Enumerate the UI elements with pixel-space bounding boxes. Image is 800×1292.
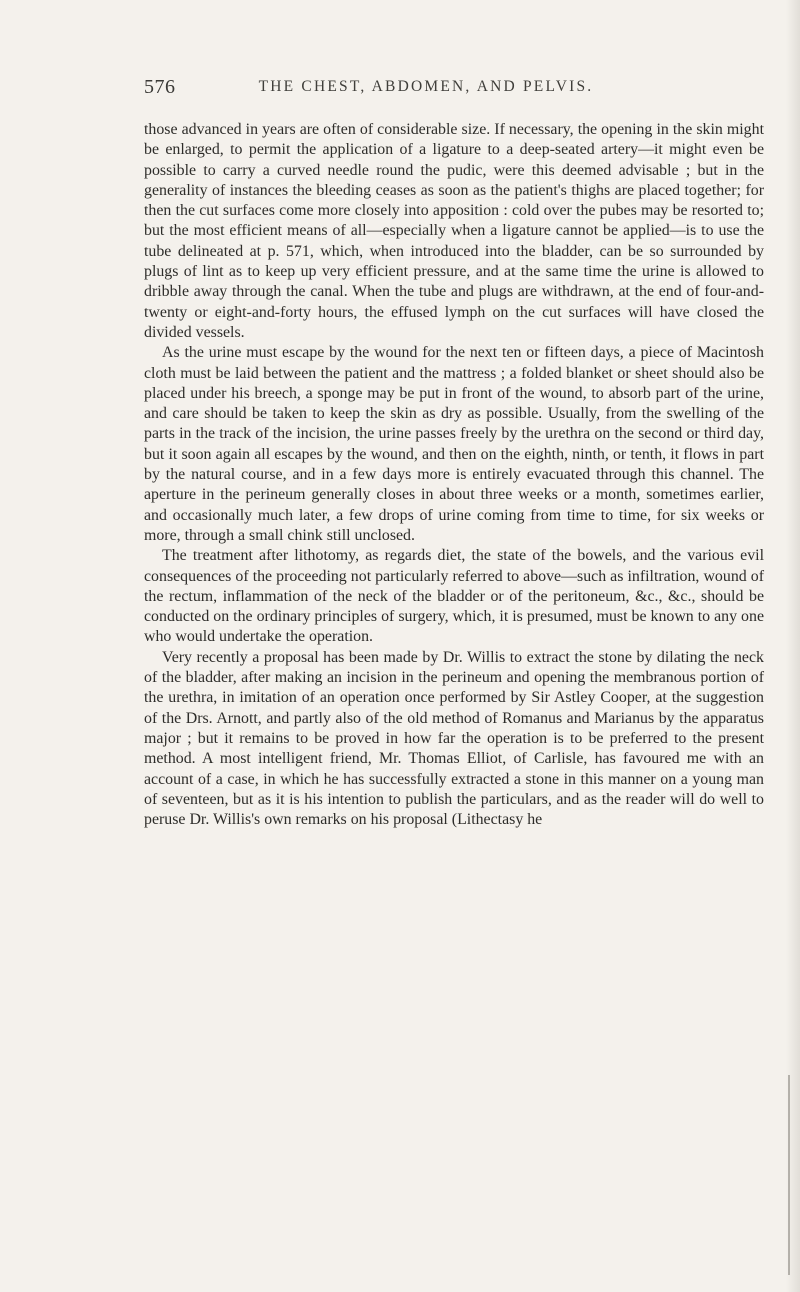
page-edge-line [788,1075,790,1275]
running-head: THE CHEST, ABDOMEN, AND PELVIS. [258,78,594,95]
paragraph-continuation: those advanced in years are often of considerable size. If necessary, the opening in the skin might be enlarged, to permit the application of a ligature to a deep-seated artery—it might even be possible to carry a curved needle round the pudic, were this deemed advisable ; but in the generality of instances the bleeding ceases as soon as the patient's thighs are placed together; for then the cut surfaces come more closely into apposition : cold over the pubes may be resorted to; but the most efficient means of all—especially when a ligature cannot be applied—is to use the tube delineated at p. 571, which, when introduced into the bladder, can be so surrounded by plugs of lint as to keep up very efficient pressure, and at the same time the urine is allowed to dribble away through the canal. When the tube and plugs are withdrawn, at the end of four-and-twenty or eight-and-forty hours, the effused lymph on the cut surfaces will have closed the divided vessels. [144,121,764,341]
paragraph-treatment: The treatment after lithotomy, as regards diet, the state of the bowels, and the various evil consequences of the proceeding not particularly referred to above—such as infiltration, wound of the rectum, inflammation of the neck of the bladder or of the peritoneum, &c., &c., should be conducted on the ordinary principles of surgery, which, it is presumed, must be known to any one who would undertake the operation. [144,547,764,646]
body-text [144,120,764,830]
page-number: 576 [144,76,176,98]
page-header [144,76,764,106]
paragraph-willis-proposal: Very recently a proposal has been made by Dr. Willis to extract the stone by dilating the neck of the bladder, after making an incision in the perineum and opening the membranous portion of the urethra, in imitation of an operation once performed by Sir Astley Cooper, at the suggestion of the Drs. Arnott, and partly also of the old method of Romanus and Marianus by the apparatus major ; but it remains to be proved in how far the operation is to be preferred to the present method. A most intelligent friend, Mr. Thomas Elliot, of Carlisle, has favoured me with an account of a case, in which he has successfully extracted a stone in this manner on a young man of seventeen, but as it is his intention to publish the particulars, and as the reader will do well to peruse Dr. Willis's own remarks on his proposal (Lithectasy he [144,648,764,829]
paragraph-urine-escape: As the urine must escape by the wound for the next ten or fifteen days, a piece of Macintosh cloth must be laid between the patient and the mattress ; a folded blanket or sheet should also be placed under his breech, a sponge may be put in front of the wound, to absorb part of the urine, and care should be taken to keep the skin as dry as possible. Usually, from the swelling of the parts in the track of the incision, the urine passes freely by the urethra on the second or third day, but it soon again all escapes by the wound, and then on the eighth, ninth, or tenth, it flows in part by the natural course, and in a few days more is entirely evacuated through this channel. The aperture in the perineum generally closes in about three weeks or a month, sometimes earlier, and occasionally much later, a few drops of urine coming from time to time, for six weeks or more, through a small chink still unclosed. [144,344,764,544]
